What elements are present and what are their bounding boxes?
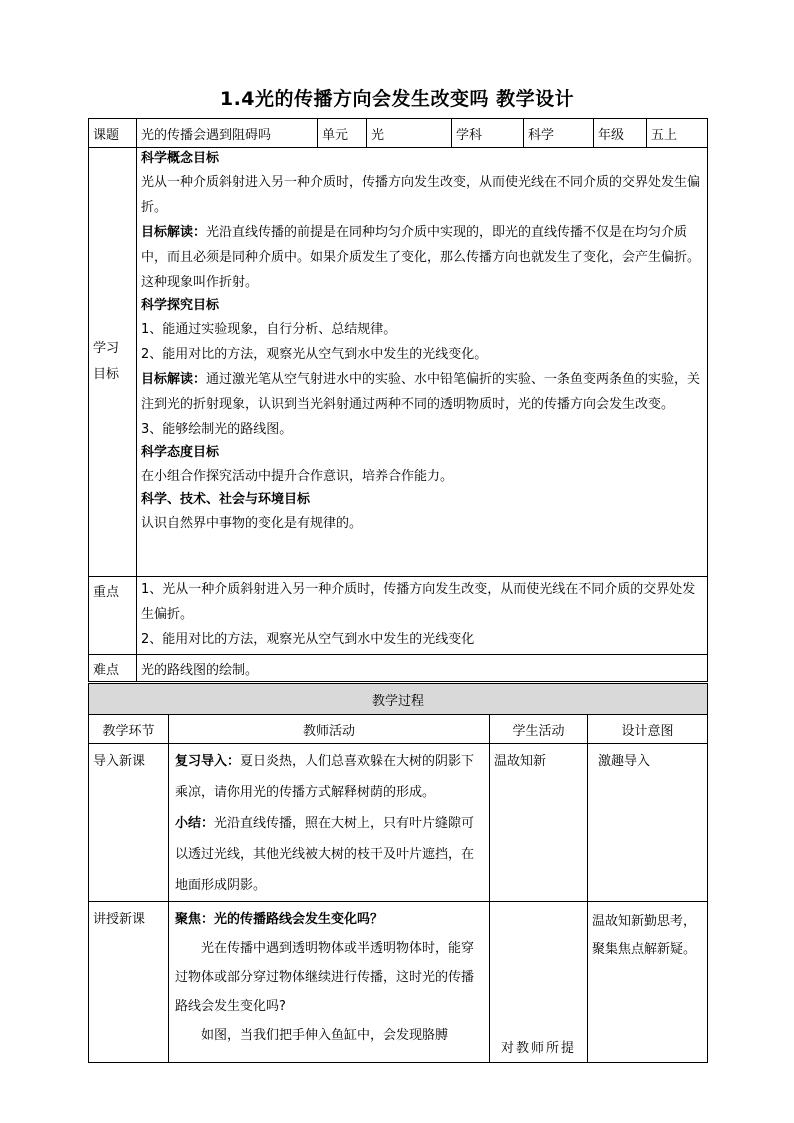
info-row bbox=[89, 119, 708, 148]
process-heading: 教学过程 bbox=[89, 684, 708, 715]
grade-label: 年级 bbox=[594, 119, 647, 148]
attitude-text: 在小组合作探究活动中提升合作意识，培养合作能力。 bbox=[141, 469, 454, 484]
goals-row bbox=[89, 148, 708, 577]
process-heading-row bbox=[89, 684, 708, 715]
topic-value: 光的传播会遇到阻碍吗 bbox=[137, 119, 318, 148]
col-teacher: 教师活动 bbox=[169, 715, 490, 744]
review-text: 夏日炎热，人们总喜欢躲在大树的阴影下乘凉，请你用光的传播方式解释树荫的形成。 bbox=[175, 754, 475, 800]
sts-text: 认识自然界中事物的变化是有规律的。 bbox=[141, 516, 363, 531]
review-label: 复习导入： bbox=[175, 754, 241, 769]
lesson-info-table bbox=[88, 118, 708, 682]
inquiry-item-3: 3、能够绘制光的路线图。 bbox=[141, 422, 293, 437]
intent-intro: 激趣导入 bbox=[588, 744, 708, 902]
col-student: 学生活动 bbox=[490, 715, 588, 744]
review-paragraph bbox=[175, 746, 481, 808]
stage-intro: 导入新课 bbox=[89, 744, 169, 902]
difficulty-row bbox=[89, 655, 708, 682]
student-activity-intro: 温故知新 bbox=[490, 744, 588, 902]
col-stage: 教学环节 bbox=[89, 715, 169, 744]
interp-label: 目标解读： bbox=[141, 372, 207, 387]
focus-question: 聚焦：光的传播路线会发生变化吗？ bbox=[175, 912, 384, 927]
key-points-row bbox=[89, 577, 708, 655]
goals-content bbox=[137, 148, 708, 577]
key-item-2: 2、能用对比的方法，观察光从空气到水中发生的光线变化 bbox=[141, 632, 475, 647]
inquiry-interpretation bbox=[141, 367, 703, 417]
summary-text: 光沿直线传播，照在大树上，只有叶片缝隙可以透过光线，其他光线被大树的枝干及叶片遮挡，在地面形成阴影。 bbox=[175, 816, 475, 893]
topic-label: 课题 bbox=[89, 119, 137, 148]
teacher-activity-intro bbox=[169, 744, 490, 902]
col-intent: 设计意图 bbox=[588, 715, 708, 744]
unit-value: 光 bbox=[367, 119, 452, 148]
teaching-paragraph-1: 光在传播中遇到透明物体或半透明物体时，能穿过物体或部分穿过物体继续进行传播，这时光的传播路线会发生变化吗? bbox=[175, 941, 475, 1014]
concept-heading: 科学概念目标 bbox=[141, 151, 220, 166]
process-columns-row bbox=[89, 715, 708, 744]
subject-value: 科学 bbox=[524, 119, 594, 148]
process-row-intro bbox=[89, 744, 708, 902]
goals-label: 学习 目标 bbox=[89, 148, 137, 577]
student-activity-teaching: 对教师所提 bbox=[490, 902, 588, 1063]
subject-label: 学科 bbox=[452, 119, 524, 148]
inquiry-heading: 科学探究目标 bbox=[141, 298, 220, 313]
intent-teaching: 温故知新勤思考，聚集焦点解新疑。 bbox=[588, 902, 708, 1063]
interp-text: 光沿直线传播的前提是在同种均匀介质中实现的，即光的直线传播不仅是在均匀介质中，而且必须是同种介质中。如果介质发生了变化，那么传播方向也就发生了变化，会产生偏折。这种现象叫作折射。 bbox=[141, 225, 701, 290]
unit-label: 单元 bbox=[318, 119, 367, 148]
interp-text: 通过激光笔从空气射进水中的实验、水中铅笔偏折的实验、一条鱼变两条鱼的实验，关注到光的折射现象，认识到当光斜射通过两种不同的透明物质时，光的传播方向会发生改变。 bbox=[141, 372, 701, 412]
summary-label: 小结： bbox=[175, 816, 215, 831]
difficulty-text: 光的路线图的绘制。 bbox=[137, 655, 708, 682]
interp-label: 目标解读： bbox=[141, 225, 207, 240]
process-row-teaching bbox=[89, 902, 708, 1063]
inquiry-item-1: 1、能通过实验现象，自行分析、总结规律。 bbox=[141, 322, 397, 337]
concept-interpretation bbox=[141, 220, 703, 295]
teacher-activity-teaching bbox=[169, 902, 490, 1063]
summary-paragraph bbox=[175, 808, 481, 901]
key-content bbox=[137, 577, 708, 655]
attitude-heading: 科学态度目标 bbox=[141, 445, 220, 460]
teaching-paragraph-2: 如图，当我们把手伸入鱼缸中，会发现胳膊 bbox=[201, 1028, 449, 1043]
sts-heading: 科学、技术、社会与环境目标 bbox=[141, 492, 311, 507]
key-label: 重点 bbox=[89, 577, 137, 655]
key-item-1: 1、光从一种介质斜射进入另一种介质时，传播方向发生改变，从而使光线在不同介质的交界处发生偏折。 bbox=[141, 582, 696, 622]
stage-teaching: 讲授新课 bbox=[89, 902, 169, 1063]
grade-value: 五上 bbox=[647, 119, 708, 148]
inquiry-item-2: 2、能用对比的方法，观察光从空气到水中发生的光线变化。 bbox=[141, 347, 488, 362]
document-title: 1.4光的传播方向会发生改变吗 教学设计 bbox=[219, 88, 575, 110]
process-table bbox=[88, 683, 708, 1063]
difficulty-label: 难点 bbox=[89, 655, 137, 682]
concept-text: 光从一种介质斜射进入另一种介质时，传播方向发生改变，从而使光线在不同介质的交界处发生偏折。 bbox=[141, 175, 701, 215]
